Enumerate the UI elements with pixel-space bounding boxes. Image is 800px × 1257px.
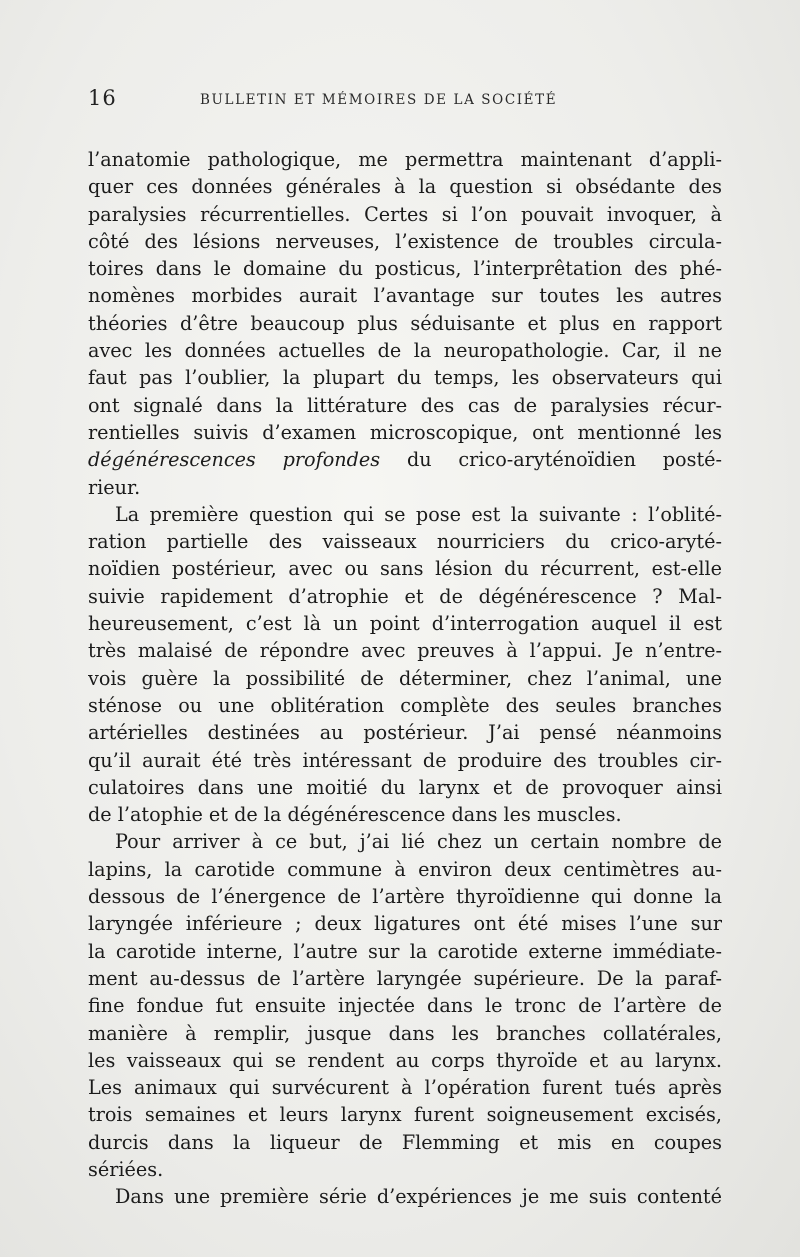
text-line: ont signalé dans la littérature des cas de paralysies récur- bbox=[88, 393, 722, 417]
paragraph-first-line: La première question qui se pose est la suivante : l’oblité- bbox=[115, 502, 722, 526]
text-line: de l’atophie et de la dégénérescence dans les muscles. bbox=[88, 803, 622, 827]
text-line: quer ces données générales à la question si obsédante des bbox=[88, 175, 722, 199]
text-line: laryngée inférieure ; deux ligatures ont été mises l’une sur bbox=[88, 912, 722, 936]
text-line: côté des lésions nerveuses, l’existence de troubles circula- bbox=[88, 229, 722, 253]
paragraph-first-line: Dans une première série d’expériences je me suis contenté bbox=[115, 1185, 722, 1209]
italic-phrase: dégénérescences profondes bbox=[88, 448, 381, 472]
text-line: faut pas l’oublier, la plupart du temps, les observateurs qui bbox=[88, 366, 722, 390]
text-line: vois guère la possibilité de déterminer, chez l’animal, une bbox=[88, 666, 722, 690]
text-line: toires dans le domaine du posticus, l’interprêtation des phé- bbox=[88, 257, 722, 281]
text-line: trois semaines et leurs larynx furent soigneusement excisés, bbox=[88, 1103, 722, 1127]
text-line: sériées. bbox=[88, 1157, 164, 1181]
text-line: ment au-dessus de l’artère laryngée supérieure. De la paraf- bbox=[88, 966, 722, 990]
text-line: Les animaux qui survécurent à l’opération furent tués après bbox=[88, 1076, 722, 1100]
text-line: qu’il aurait été très intéressant de produire des troubles cir- bbox=[88, 748, 722, 772]
text-line: rentielles suivis d’examen microscopique, ont mentionné les bbox=[88, 420, 722, 444]
text-line: très malaisé de répondre avec preuves à l’appui. Je n’entre- bbox=[88, 639, 722, 663]
text-line: suivie rapidement d’atrophie et de dégénérescence ? Mal- bbox=[88, 584, 722, 608]
body-text bbox=[88, 146, 722, 1211]
text-line: paralysies récurrentielles. Certes si l’on pouvait invoquer, à bbox=[88, 202, 722, 226]
text-line: dessous de l’énergence de l’artère thyroïdienne qui donne la bbox=[88, 885, 722, 909]
text-line: avec les données actuelles de la neuropathologie. Car, il ne bbox=[88, 339, 722, 363]
paragraph-first-line: Pour arriver à ce but, j’ai lié chez un certain nombre de bbox=[115, 830, 722, 854]
page-number: 16 bbox=[88, 86, 117, 110]
text-line: artérielles destinées au postérieur. J’ai pensé néanmoins bbox=[88, 721, 722, 745]
text-span: du crico-aryténoïdien posté- bbox=[380, 448, 722, 472]
text-line: nomènes morbides aurait l’avantage sur toutes les autres bbox=[88, 284, 722, 308]
text-line: la carotide interne, l’autre sur la carotide externe immédiate- bbox=[88, 939, 722, 963]
text-line: les vaisseaux qui se rendent au corps thyroïde et au larynx. bbox=[88, 1048, 722, 1072]
text-line: manière à remplir, jusque dans les branches collatérales, bbox=[88, 1021, 722, 1045]
text-line: heureusement, c’est là un point d’interrogation auquel il est bbox=[88, 612, 722, 636]
running-head: BULLETIN ET MÉMOIRES DE LA SOCIÉTÉ bbox=[200, 92, 558, 108]
text-line: l’anatomie pathologique, me permettra maintenant d’appli- bbox=[88, 148, 722, 171]
text-line: ration partielle des vaisseaux nourriciers du crico-aryté- bbox=[88, 530, 722, 554]
text-line: sténose ou une oblitération complète des seules branches bbox=[88, 693, 722, 717]
page-header bbox=[88, 86, 728, 126]
text-line: noïdien postérieur, avec ou sans lésion du récurrent, est-elle bbox=[88, 557, 722, 581]
text-line: rieur. bbox=[88, 475, 141, 499]
text-line: culatoires dans une moitié du larynx et de provoquer ainsi bbox=[88, 775, 722, 799]
text-line: durcis dans la liqueur de Flemming et mis en coupes bbox=[88, 1130, 722, 1154]
text-line bbox=[88, 446, 722, 473]
text-line: lapins, la carotide commune à environ deux centimètres au- bbox=[88, 857, 722, 881]
text-line: fine fondue fut ensuite injectée dans le tronc de l’artère de bbox=[88, 994, 722, 1018]
text-line: théories d’être beaucoup plus séduisante et plus en rapport bbox=[88, 311, 722, 335]
